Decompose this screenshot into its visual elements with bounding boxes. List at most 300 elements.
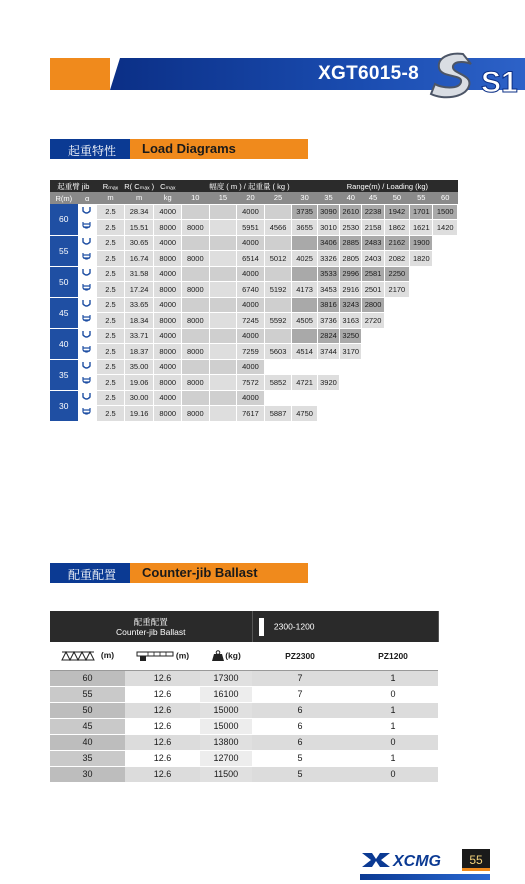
ballast-range-label: 2300-1200	[273, 620, 315, 631]
jib-length-cell: 55	[50, 235, 78, 266]
load-value-cell: 7617	[237, 406, 265, 422]
load-value-cell	[384, 390, 409, 406]
load-table-row	[50, 251, 458, 267]
load-value-cell: 3744	[317, 344, 339, 360]
header2-cell: 30	[292, 192, 317, 204]
load-value-cell	[362, 406, 384, 422]
header2-cell: R(m)	[50, 192, 78, 204]
header2-cell: 20	[237, 192, 265, 204]
ballast-header-en: Counter-jib Ballast	[116, 626, 186, 637]
load-value-cell: 1701	[410, 204, 433, 220]
load-value-cell	[433, 375, 458, 391]
load-table-row	[50, 375, 458, 391]
header2-cell: 10	[182, 192, 210, 204]
load-value-cell: 2720	[362, 313, 384, 329]
ballast-cell: 50	[50, 702, 125, 718]
counterweight-block-icon	[259, 618, 264, 636]
load-value-cell	[384, 359, 409, 375]
spec-cell: 18.37	[124, 344, 154, 360]
load-value-cell: 8000	[182, 220, 210, 236]
load-value-cell	[433, 297, 458, 313]
load-value-cell: 4000	[237, 204, 265, 220]
double-hook-icon	[78, 375, 97, 391]
load-value-cell: 2581	[362, 266, 384, 282]
load-value-cell	[292, 266, 317, 282]
ballast-cell: 13800	[200, 734, 252, 750]
ballast-row	[50, 718, 438, 734]
load-value-cell: 2824	[317, 328, 339, 344]
load-value-cell	[362, 375, 384, 391]
load-diagram-table	[50, 180, 458, 422]
load-value-cell	[433, 359, 458, 375]
load-value-cell	[384, 375, 409, 391]
ballast-cell: 15000	[200, 718, 252, 734]
xcmg-logo-text: XCMG	[393, 853, 441, 870]
footer-bar	[360, 874, 490, 880]
ballast-header-cn: 配重配置	[133, 616, 168, 627]
load-value-cell	[209, 251, 237, 267]
spec-cell: 2.5	[97, 313, 125, 329]
spec-cell: 31.58	[124, 266, 154, 282]
load-value-cell	[410, 344, 433, 360]
spec-cell: 15.51	[124, 220, 154, 236]
spec-cell: 8000	[154, 220, 182, 236]
jib-length-cell: 40	[50, 328, 78, 359]
spec-cell: 2.5	[97, 220, 125, 236]
spec-cell: 8000	[154, 344, 182, 360]
load-value-cell: 4000	[237, 235, 265, 251]
load-value-cell	[209, 266, 237, 282]
load-value-cell	[340, 406, 362, 422]
load-value-cell: 3816	[317, 297, 339, 313]
load-value-cell	[410, 359, 433, 375]
load-value-cell	[264, 297, 292, 313]
load-value-cell	[340, 390, 362, 406]
load-table-row	[50, 328, 458, 344]
ballast-cell: 0	[348, 766, 438, 782]
spec-cell: 4000	[154, 359, 182, 375]
load-value-cell: 4000	[237, 266, 265, 282]
single-hook-icon	[78, 235, 97, 251]
load-value-cell: 4505	[292, 313, 317, 329]
load-table-header-row-1	[50, 180, 458, 192]
load-table-row	[50, 297, 458, 313]
double-hook-icon	[78, 220, 97, 236]
spec-cell: 4000	[154, 390, 182, 406]
spec-cell: 17.24	[124, 282, 154, 298]
ballast-cell: 1	[348, 702, 438, 718]
load-value-cell: 2170	[384, 282, 409, 298]
model-title: XGT6015-8	[318, 63, 419, 84]
load-value-cell: 3250	[340, 328, 362, 344]
spec-cell: 8000	[154, 313, 182, 329]
spec-cell: 18.34	[124, 313, 154, 329]
load-value-cell	[209, 328, 237, 344]
ballast-col-pz1200: PZ1200	[348, 642, 438, 670]
header2-cell: 15	[209, 192, 237, 204]
ballast-cell: 1	[348, 750, 438, 766]
load-value-cell	[292, 297, 317, 313]
load-value-cell	[433, 328, 458, 344]
load-value-cell	[410, 390, 433, 406]
ballast-cell: 0	[348, 686, 438, 702]
s1-series-logo	[421, 48, 518, 100]
page-number: 55	[462, 849, 490, 871]
load-value-cell: 8000	[182, 375, 210, 391]
double-hook-icon	[78, 406, 97, 422]
load-value-cell	[410, 313, 433, 329]
ballast-row	[50, 766, 438, 782]
load-value-cell	[410, 406, 433, 422]
spec-cell: 8000	[154, 251, 182, 267]
header2-cell: 25	[264, 192, 292, 204]
load-table-row	[50, 406, 458, 422]
spec-cell: 33.65	[124, 297, 154, 313]
load-value-cell: 2501	[362, 282, 384, 298]
ballast-cell: 30	[50, 766, 125, 782]
load-value-cell: 4025	[292, 251, 317, 267]
header-range-cn: 幅度 ( m ) / 起重量 ( kg )	[182, 180, 318, 192]
load-value-cell: 2610	[340, 204, 362, 220]
header2-cell: m	[124, 192, 154, 204]
load-value-cell: 4000	[237, 328, 265, 344]
load-value-cell: 3163	[340, 313, 362, 329]
ballast-title-cn: 配重配置	[50, 563, 130, 583]
load-value-cell: 2885	[340, 235, 362, 251]
load-value-cell: 3655	[292, 220, 317, 236]
load-value-cell	[433, 251, 458, 267]
ballast-header	[50, 563, 308, 583]
header-jib: 起重臂 jib	[50, 180, 97, 192]
spec-cell: 2.5	[97, 282, 125, 298]
ballast-col-pz2300: PZ2300	[252, 642, 348, 670]
ballast-cell: 5	[252, 766, 348, 782]
load-value-cell: 5852	[264, 375, 292, 391]
header-range-en: Range(m) / Loading (kg)	[317, 180, 457, 192]
load-value-cell: 3243	[340, 297, 362, 313]
load-value-cell: 3920	[317, 375, 339, 391]
load-value-cell: 3406	[317, 235, 339, 251]
load-value-cell	[410, 297, 433, 313]
load-value-cell	[433, 282, 458, 298]
header2-cell: 45	[362, 192, 384, 204]
load-value-cell: 2996	[340, 266, 362, 282]
ballast-cell: 45	[50, 718, 125, 734]
ballast-row	[50, 670, 438, 686]
load-value-cell: 2082	[384, 251, 409, 267]
spec-cell: 2.5	[97, 328, 125, 344]
load-value-cell	[182, 390, 210, 406]
single-hook-icon	[78, 390, 97, 406]
load-value-cell	[433, 406, 458, 422]
load-value-cell: 3326	[317, 251, 339, 267]
load-value-cell	[209, 235, 237, 251]
header-cmax: Cₘₐₓ	[154, 180, 182, 192]
load-value-cell	[209, 390, 237, 406]
load-value-cell: 1942	[384, 204, 409, 220]
load-value-cell: 3453	[317, 282, 339, 298]
ballast-cell: 12.6	[125, 718, 200, 734]
load-value-cell: 4750	[292, 406, 317, 422]
load-value-cell: 8000	[182, 282, 210, 298]
load-value-cell	[209, 344, 237, 360]
double-hook-icon	[78, 344, 97, 360]
s1-logo-text: S1	[481, 66, 518, 99]
double-hook-icon	[78, 251, 97, 267]
header2-cell: 40	[340, 192, 362, 204]
spec-cell: 2.5	[97, 406, 125, 422]
load-table-row	[50, 220, 458, 236]
ballast-cell: 17300	[200, 670, 252, 686]
load-value-cell: 3010	[317, 220, 339, 236]
load-table-row	[50, 359, 458, 375]
load-value-cell: 3170	[340, 344, 362, 360]
load-value-cell	[384, 297, 409, 313]
load-value-cell: 1420	[433, 220, 458, 236]
load-value-cell: 3090	[317, 204, 339, 220]
load-value-cell: 5603	[264, 344, 292, 360]
ballast-cell: 12.6	[125, 750, 200, 766]
load-value-cell	[433, 266, 458, 282]
load-value-cell	[410, 328, 433, 344]
load-value-cell	[384, 313, 409, 329]
load-value-cell	[209, 282, 237, 298]
ballast-cell: 55	[50, 686, 125, 702]
spec-cell: 28.34	[124, 204, 154, 220]
load-value-cell: 4566	[264, 220, 292, 236]
load-table-row	[50, 235, 458, 251]
spec-cell: 2.5	[97, 251, 125, 267]
load-value-cell	[182, 328, 210, 344]
ballast-cell: 12.6	[125, 702, 200, 718]
load-value-cell	[317, 359, 339, 375]
load-value-cell: 5951	[237, 220, 265, 236]
spec-cell: 2.5	[97, 344, 125, 360]
load-value-cell	[209, 220, 237, 236]
ballast-table	[50, 611, 439, 783]
spec-cell: 4000	[154, 235, 182, 251]
ballast-cell: 12.6	[125, 686, 200, 702]
load-diagrams-header	[50, 139, 308, 159]
load-value-cell	[264, 235, 292, 251]
load-value-cell: 4514	[292, 344, 317, 360]
jib-length-icon	[61, 651, 101, 661]
single-hook-icon	[78, 328, 97, 344]
load-value-cell	[433, 235, 458, 251]
ballast-cell: 12.6	[125, 670, 200, 686]
ballast-cell: 12.6	[125, 734, 200, 750]
load-value-cell: 2530	[340, 220, 362, 236]
load-value-cell	[384, 328, 409, 344]
load-value-cell	[410, 282, 433, 298]
spec-cell: 4000	[154, 266, 182, 282]
spec-cell: 2.5	[97, 266, 125, 282]
spec-cell: 2.5	[97, 375, 125, 391]
ballast-cell: 35	[50, 750, 125, 766]
ballast-cell: 12.6	[125, 766, 200, 782]
header2-cell: 50	[384, 192, 409, 204]
ballast-cell: 40	[50, 734, 125, 750]
header-banner	[50, 58, 525, 99]
load-value-cell	[362, 359, 384, 375]
load-value-cell	[317, 406, 339, 422]
spec-cell: 2.5	[97, 235, 125, 251]
load-value-cell: 2250	[384, 266, 409, 282]
load-value-cell	[209, 359, 237, 375]
spec-cell: 2.5	[97, 359, 125, 375]
ballast-cell: 15000	[200, 702, 252, 718]
load-value-cell: 4173	[292, 282, 317, 298]
load-value-cell: 3736	[317, 313, 339, 329]
single-hook-icon	[78, 359, 97, 375]
load-table-row	[50, 204, 458, 220]
jib-length-cell: 30	[50, 390, 78, 421]
load-table-row	[50, 344, 458, 360]
load-value-cell: 3735	[292, 204, 317, 220]
header-rmax: Rₘₐₓ	[97, 180, 125, 192]
load-value-cell	[410, 266, 433, 282]
spec-cell: 8000	[154, 282, 182, 298]
load-table-header-row-2	[50, 192, 458, 204]
spec-cell: 2.5	[97, 204, 125, 220]
load-value-cell	[209, 313, 237, 329]
header2-cell: 35	[317, 192, 339, 204]
ballast-cell: 6	[252, 734, 348, 750]
load-value-cell: 6514	[237, 251, 265, 267]
ballast-cell: 60	[50, 670, 125, 686]
load-value-cell	[292, 328, 317, 344]
load-value-cell	[182, 235, 210, 251]
load-value-cell	[264, 204, 292, 220]
header2-cell: m	[97, 192, 125, 204]
spec-cell: 2.5	[97, 297, 125, 313]
jib-length-cell: 35	[50, 359, 78, 390]
load-value-cell: 4721	[292, 375, 317, 391]
load-value-cell	[182, 297, 210, 313]
ballast-col-weight-unit: (kg)	[225, 650, 241, 660]
ballast-cell: 6	[252, 718, 348, 734]
load-value-cell	[384, 344, 409, 360]
load-diagrams-title-cn: 起重特性	[50, 139, 130, 159]
load-value-cell	[182, 266, 210, 282]
spec-cell: 2.5	[97, 390, 125, 406]
header-r-cmax: R( Cₘₐₓ )	[124, 181, 155, 191]
load-value-cell	[384, 406, 409, 422]
load-value-cell	[362, 328, 384, 344]
spec-cell: 16.74	[124, 251, 154, 267]
load-value-cell: 5592	[264, 313, 292, 329]
ballast-cell: 0	[348, 734, 438, 750]
spec-cell: 33.71	[124, 328, 154, 344]
load-value-cell	[209, 375, 237, 391]
load-value-cell: 2805	[340, 251, 362, 267]
load-table-row	[50, 390, 458, 406]
load-value-cell	[182, 359, 210, 375]
ballast-title-en: Counter-jib Ballast	[130, 563, 308, 583]
load-value-cell	[362, 344, 384, 360]
load-value-cell	[264, 390, 292, 406]
load-value-cell	[264, 359, 292, 375]
spec-cell: 8000	[154, 406, 182, 422]
load-value-cell	[340, 375, 362, 391]
load-value-cell: 8000	[182, 344, 210, 360]
header2-cell: α	[78, 192, 97, 204]
load-table-row	[50, 282, 458, 298]
load-value-cell	[433, 344, 458, 360]
load-value-cell	[362, 390, 384, 406]
ballast-row	[50, 702, 438, 718]
load-value-cell: 4000	[237, 390, 265, 406]
ballast-cell: 6	[252, 702, 348, 718]
spec-cell: 19.06	[124, 375, 154, 391]
load-value-cell: 2916	[340, 282, 362, 298]
ballast-cell: 7	[252, 686, 348, 702]
load-value-cell: 1900	[410, 235, 433, 251]
ballast-cell: 11500	[200, 766, 252, 782]
ballast-header-row-1	[50, 611, 438, 642]
load-value-cell: 4000	[237, 297, 265, 313]
ballast-range-cell	[252, 611, 438, 642]
load-value-cell: 1621	[410, 220, 433, 236]
load-value-cell: 1862	[384, 220, 409, 236]
load-value-cell: 5012	[264, 251, 292, 267]
ballast-cell: 12700	[200, 750, 252, 766]
header2-cell: 60	[433, 192, 458, 204]
load-value-cell	[182, 204, 210, 220]
load-value-cell	[433, 390, 458, 406]
ballast-cell: 5	[252, 750, 348, 766]
load-value-cell: 4000	[237, 359, 265, 375]
ballast-col-counterjib	[125, 642, 200, 670]
header2-cell: 55	[410, 192, 433, 204]
load-diagrams-title-en: Load Diagrams	[130, 139, 308, 159]
ballast-col-weight	[200, 642, 252, 670]
ballast-cell: 16100	[200, 686, 252, 702]
xcmg-logo	[360, 850, 458, 870]
ballast-header-row-2	[50, 642, 438, 670]
spec-cell: 35.00	[124, 359, 154, 375]
load-value-cell	[292, 359, 317, 375]
load-value-cell	[209, 406, 237, 422]
ballast-cell: 7	[252, 670, 348, 686]
spec-cell: 30.00	[124, 390, 154, 406]
load-value-cell: 1500	[433, 204, 458, 220]
load-value-cell	[292, 390, 317, 406]
ballast-cell: 1	[348, 718, 438, 734]
load-value-cell: 2403	[362, 251, 384, 267]
spec-cell: 19.16	[124, 406, 154, 422]
load-value-cell: 7572	[237, 375, 265, 391]
spec-cell: 4000	[154, 297, 182, 313]
spec-cell: 8000	[154, 375, 182, 391]
single-hook-icon	[78, 266, 97, 282]
load-value-cell: 8000	[182, 251, 210, 267]
load-value-cell	[209, 204, 237, 220]
load-value-cell: 8000	[182, 406, 210, 422]
weight-icon	[211, 650, 225, 662]
load-value-cell: 7259	[237, 344, 265, 360]
load-value-cell	[340, 359, 362, 375]
load-value-cell	[433, 313, 458, 329]
double-hook-icon	[78, 282, 97, 298]
load-value-cell: 8000	[182, 313, 210, 329]
load-value-cell: 2483	[362, 235, 384, 251]
load-value-cell: 7245	[237, 313, 265, 329]
load-value-cell: 2158	[362, 220, 384, 236]
load-value-cell: 6740	[237, 282, 265, 298]
load-value-cell	[317, 390, 339, 406]
load-value-cell: 2800	[362, 297, 384, 313]
